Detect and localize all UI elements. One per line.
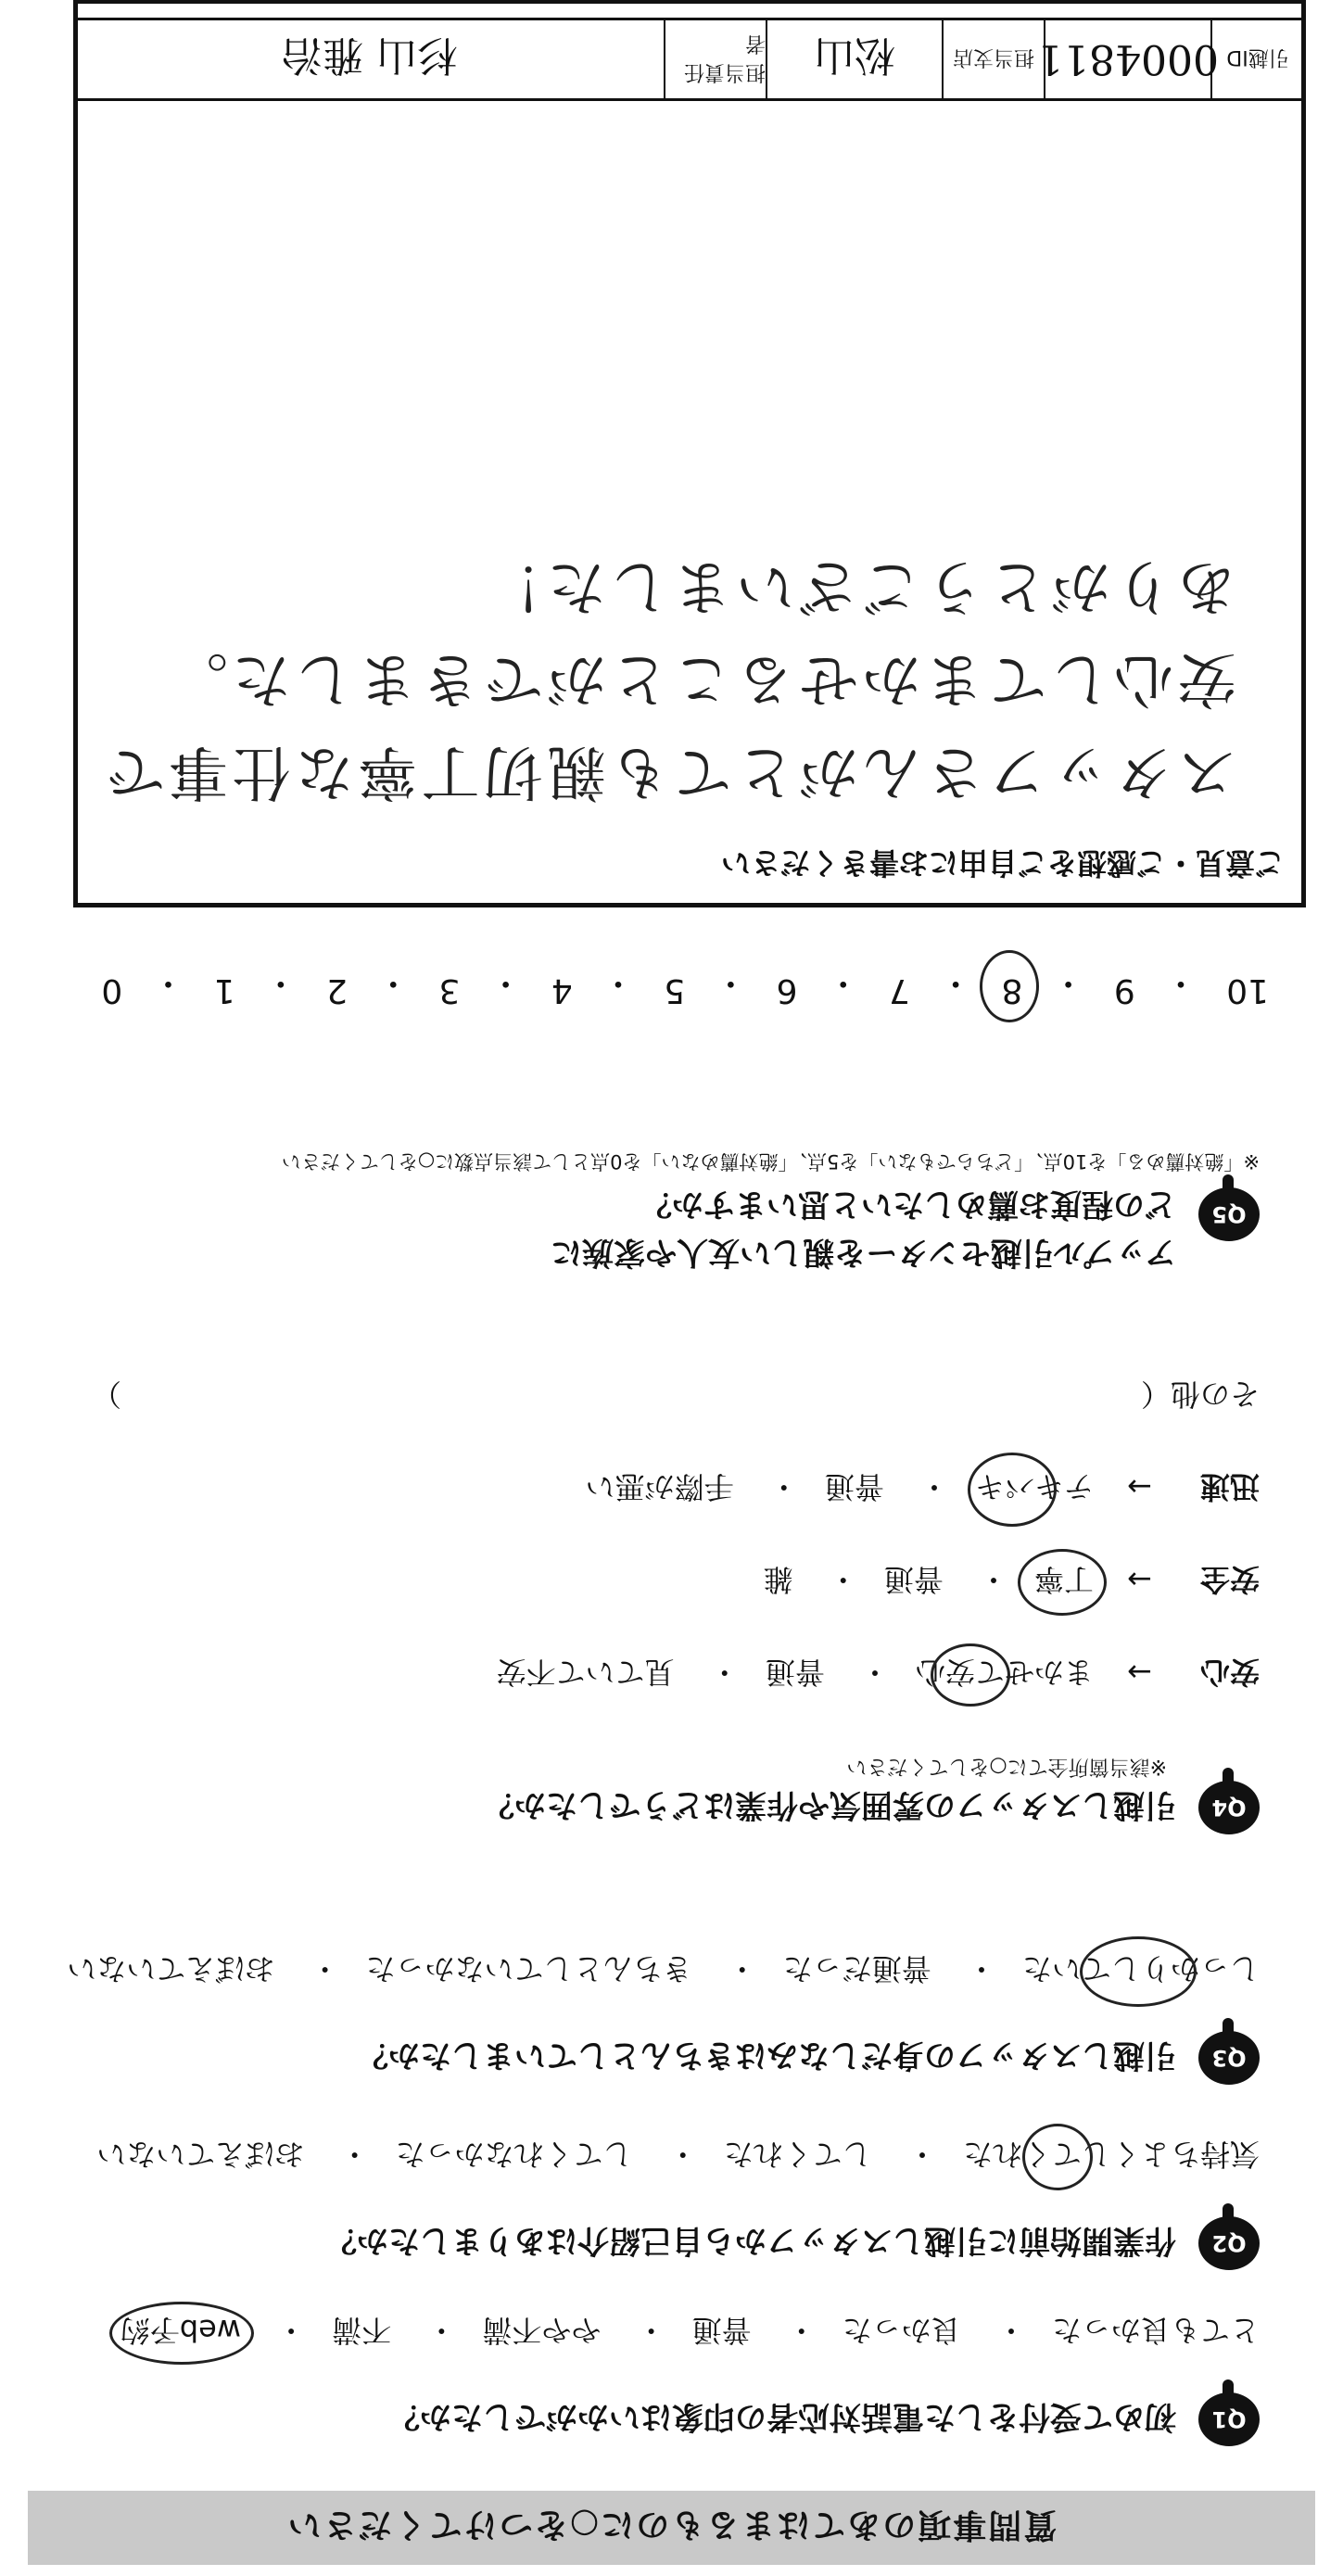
q1-options: とても良かった・ 良かった・ 普通・ やや不満・ 不満・ web予約 [120,2311,1260,2354]
handwritten-line-2: 安心してまかせることができました。 [165,644,1236,713]
scale-8-selected[interactable]: 8 [1001,962,1022,1009]
scale-9[interactable]: 9 [1113,971,1135,1009]
q4-row-option[interactable]: 普通 [883,1562,944,1597]
q4-row-option-selected[interactable]: 丁寧 [1034,1560,1094,1603]
selection-circle [931,1643,1010,1707]
q2-option-selected[interactable]: 気持ちよくしてくれた [963,2135,1260,2177]
q4-row-option[interactable]: 手際が悪い [585,1469,734,1504]
selection-circle [968,1453,1057,1527]
selection-circle [1018,1549,1107,1616]
q3-option[interactable]: おぼえていない [67,1951,275,1986]
q5-text-line1: アップル引越センターを親しい友人や家族に [551,1234,1176,1271]
q4-badge: Q4 [1198,1781,1260,1834]
scale-10[interactable]: 10 [1226,971,1269,1009]
instruction-band: 質問事項のあてはまるものに○をつけてください [28,2491,1315,2565]
branch-label: 担当支店 [942,20,1044,98]
question-1 [36,2270,1260,2446]
q4-row-option-selected[interactable]: テキパキ [975,1467,1094,1510]
q4-other-label: その他（ [1140,1377,1260,1412]
scale-6[interactable]: 6 [776,971,798,1009]
handwritten-line-1: スタッフさんがとても親切丁寧な仕事で [102,737,1236,806]
comment-box[interactable] [73,0,1306,907]
scale-2[interactable]: 2 [326,971,348,1009]
q4-note: ※該当箇所全てに○をしてください [846,1755,1167,1778]
manager-label: 担当責任者 [664,20,766,98]
q2-option[interactable]: してくれた [723,2137,872,2172]
move-id-label: 引越ID [1210,20,1303,98]
selection-circle [980,950,1039,1022]
q4-text: 引越しスタッフの雰囲気や作業はどうでしたか？ [483,1786,1176,1823]
scale-4[interactable]: 4 [551,971,573,1009]
q3-option[interactable]: 普通だった [782,1951,931,1986]
q1-option[interactable]: 不満 [332,2313,392,2348]
q1-option[interactable]: 普通 [691,2313,752,2348]
q1-text: 初めて受付をした電話対応者の印象はいかがでしたか？ [388,2398,1176,2435]
q2-options: 気持ちよくしてくれた ・ してくれた・ してくれなかった・ おぼえていない [96,2135,1260,2177]
info-table [73,18,1306,101]
q4-row-option[interactable]: 普通 [824,1469,884,1504]
q3-text: 引越しスタッフの身だしなみはきちんとしていましたか？ [357,2037,1176,2074]
question-3 [36,1909,1260,2085]
scale-0[interactable]: 0 [101,971,123,1009]
q3-option[interactable]: きちんとしていなかった [365,1951,692,1986]
q4-other [92,1375,1260,1417]
q4-row-jinsoku: 迅速→ テキパキ ・ 普通・ 手際が悪い [586,1467,1260,1510]
q4-row-option[interactable]: 雑 [763,1562,793,1597]
handwritten-line-3: ありがとうございました！ [480,552,1236,620]
scale-5[interactable]: 5 [664,971,686,1009]
q4-other-close: ） [92,1377,122,1412]
q1-option[interactable]: とても良かった [1051,2313,1260,2348]
q1-option[interactable]: 良かった [842,2313,961,2348]
scale-3[interactable]: 3 [438,971,461,1009]
q1-badge: Q1 [1198,2392,1260,2446]
q2-badge: Q2 [1198,2216,1260,2270]
comment-heading: ご意見・ご感想をご自由にお書きください [720,845,1285,881]
q1-option-selected[interactable]: web予約 [120,2311,241,2354]
scale-1[interactable]: 1 [213,971,235,1009]
question-5 [36,1019,1260,1278]
branch-value: 松山 [766,20,942,98]
move-id-value: 0004811 [1044,20,1210,98]
question-4 [36,1315,1260,1834]
q2-option[interactable]: おぼえていない [96,2137,305,2172]
question-2 [36,2094,1260,2270]
selection-circle [1022,2124,1093,2190]
q1-option[interactable]: やや不満 [482,2313,602,2348]
q2-text: 作業開始前に引越しスタッフから自己紹介はありましたか？ [325,2222,1176,2259]
q3-options: しっかりしていた ・ 普通だった・ きちんとしていなかった・ おぼえていない [67,1949,1260,1992]
q3-option-selected[interactable]: しっかりしていた [1022,1949,1260,1992]
q4-row-anzen: 安全→ 丁寧 ・ 普通・ 雑 [764,1560,1260,1603]
q4-row-option[interactable]: 見ていて不安 [496,1655,675,1690]
q4-row-option[interactable]: 普通 [765,1655,825,1690]
q3-badge: Q3 [1198,2031,1260,2085]
q5-scale: 10 ・ 9 ・ 8 ・ 7 ・ 6 ・ 5 ・ 4 ・ 3 ・ 2 ・ 1 ・ 0 [101,962,1269,1009]
scale-7[interactable]: 7 [889,971,910,1009]
selection-circle [109,2302,254,2365]
q5-badge: Q5 [1198,1187,1260,1241]
manager-value: 杉山 雅治 [282,32,458,79]
q4-row-option-selected[interactable]: まかせて安心 [916,1653,1094,1695]
selection-circle [1080,1936,1197,2007]
q2-option[interactable]: してくれなかった [395,2137,633,2172]
q5-note: ※「絶対薦める」を10点、「どちらでもない」を5点、「絶対薦めない」を0点として該当点数に○をしてください [281,1150,1260,1173]
q5-text-line2: どの程度お薦めしたいと思いますか？ [640,1186,1176,1223]
q4-row-anshin: 安心→ まかせて安心 ・ 普通・ 見ていて不安 [497,1653,1260,1695]
